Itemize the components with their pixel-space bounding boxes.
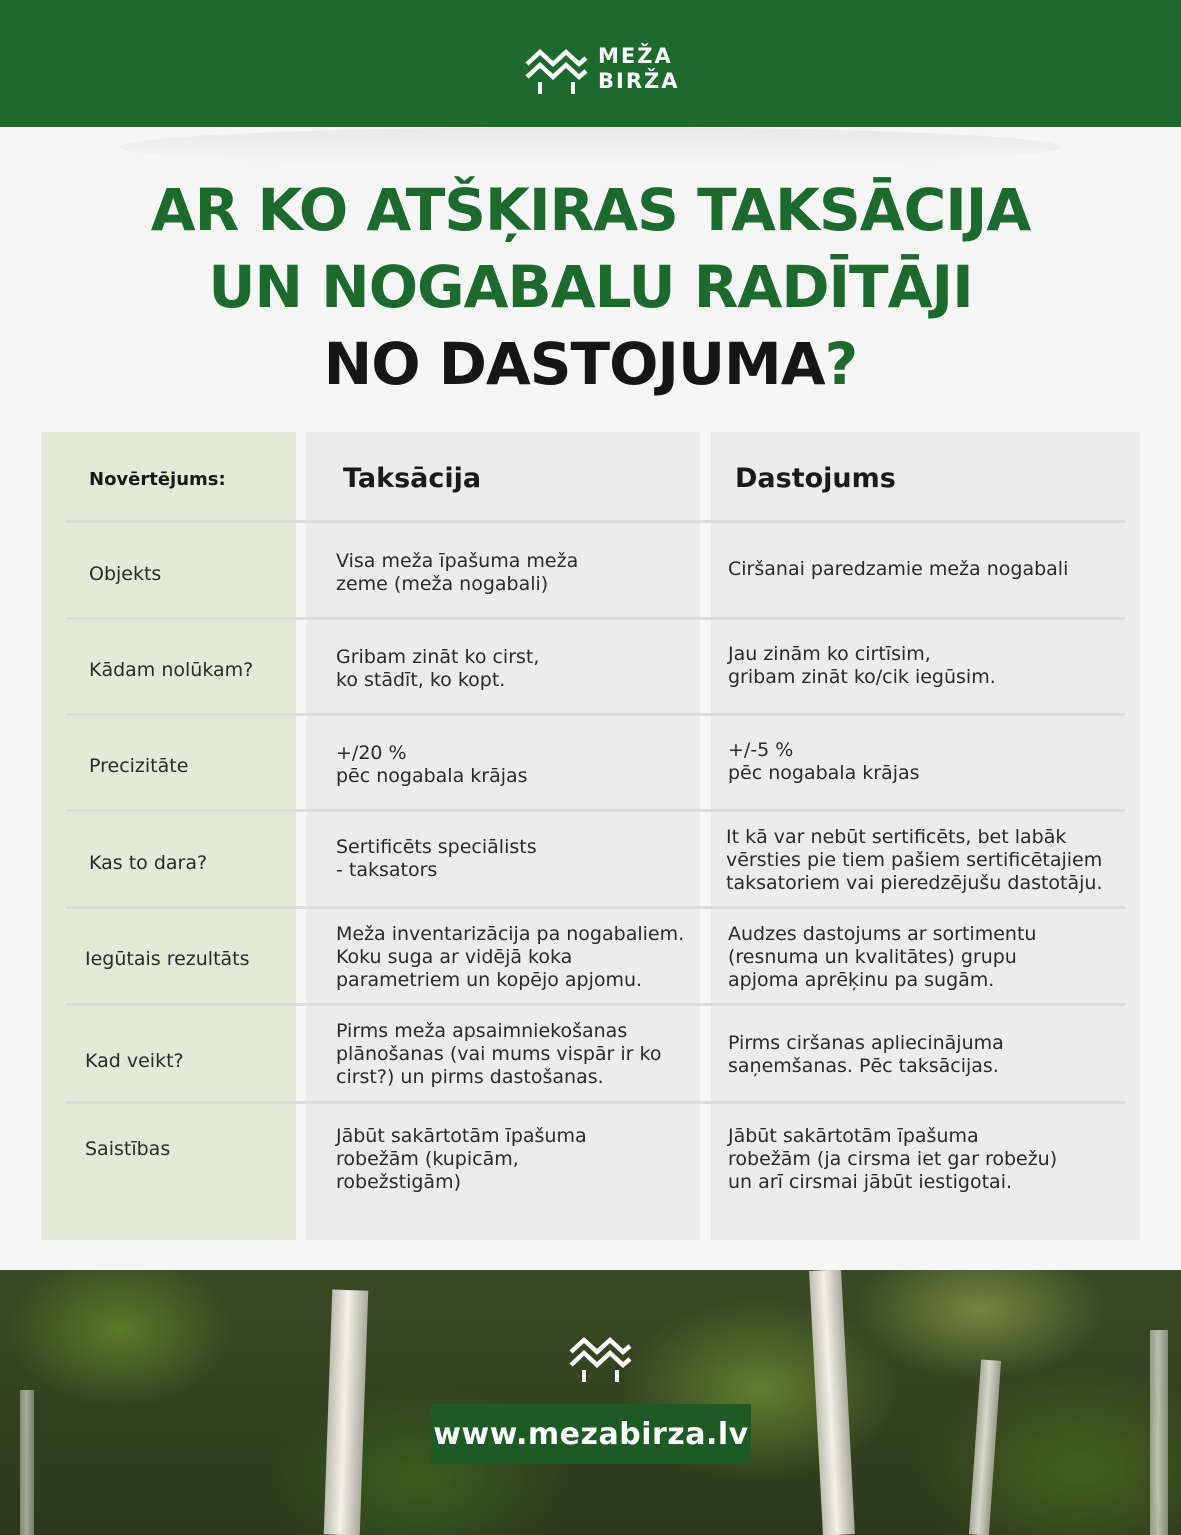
brand-line-1: MEŽA — [598, 44, 673, 68]
cell-dastojums-objekts: Ciršanai paredzamie meža nogabali — [728, 558, 1069, 580]
cell-dastojums-precizitate: +/-5 % pēc nogabala krājas — [728, 739, 920, 784]
brand-line-2: BIRŽA — [598, 69, 680, 93]
birch-trunk — [969, 1360, 1001, 1535]
page-title — [0, 172, 1181, 403]
row-label-rezultats: Iegūtais rezultāts — [85, 948, 250, 970]
cell-taksacija-kad-veikt: Pirms meža apsaimniekošanas plānošanas (vai mums vispār ir ko cirst?) un pirms dastošanas. — [336, 1020, 662, 1088]
row-label-nolukam: Kādam nolūkam? — [89, 659, 254, 681]
mountain-forest-logo-icon — [568, 1332, 634, 1382]
row-divider — [66, 1101, 1125, 1104]
cell-taksacija-nolukam: Gribam zināt ko cirst, ko stādīt, ko kopt. — [336, 646, 540, 691]
table-label-header: Novērtējums: — [89, 469, 226, 490]
birch-trunk — [324, 1289, 369, 1535]
website-link[interactable] — [431, 1404, 751, 1464]
birch-trunk — [1150, 1330, 1168, 1535]
row-divider — [66, 617, 1125, 620]
row-divider — [66, 713, 1125, 716]
title-line-1: AR KO ATŠĶIRAS TAKSĀCIJA — [150, 176, 1031, 244]
row-divider — [66, 1003, 1125, 1006]
row-divider — [66, 520, 1125, 523]
row-label-kas-dara: Kas to dara? — [89, 852, 208, 874]
label-column — [41, 432, 296, 1240]
cell-taksacija-saistibas: Jābūt sakārtotām īpašuma robežām (kupicām, robežstigām) — [336, 1125, 587, 1193]
row-divider — [66, 809, 1125, 812]
cell-taksacija-precizitate: +/20 % pēc nogabala krājas — [336, 742, 528, 787]
cell-dastojums-kas-dara: It kā var nebūt sertificēts, bet labāk vērsties pie tiem pašiem sertificētajiem taksatoriem vai pieredzējušu dastotāju. — [726, 826, 1103, 894]
title-question-mark: ? — [824, 330, 858, 398]
brand-name — [598, 44, 679, 94]
birch-trunk — [809, 1270, 855, 1535]
cell-taksacija-kas-dara: Sertificēts speciālists - taksators — [336, 836, 537, 881]
column-header-taksacija: Taksācija — [343, 463, 482, 494]
cell-dastojums-nolukam: Jau zinām ko cirtīsim, gribam zināt ko/cik iegūsim. — [728, 643, 996, 688]
row-label-objekts: Objekts — [89, 563, 162, 585]
cell-taksacija-rezultats: Meža inventarizācija pa nogabaliem. Koku suga ar vidējā koka parametriem un kopējo apjomu. — [336, 923, 685, 991]
row-label-kad-veikt: Kad veikt? — [85, 1050, 184, 1072]
title-line-3 — [0, 326, 1181, 403]
cell-taksacija-objekts: Visa meža īpašuma meža zeme (meža nogabali) — [336, 550, 579, 595]
row-label-precizitate: Precizitāte — [89, 755, 189, 777]
row-label-saistibas: Saistības — [85, 1138, 171, 1160]
cell-dastojums-kad-veikt: Pirms ciršanas apliecinājuma saņemšanas. Pēc taksācijas. — [728, 1032, 1004, 1077]
forest-footer — [0, 1270, 1181, 1535]
brand-logo[interactable] — [524, 44, 679, 94]
mountain-forest-logo-icon — [524, 44, 590, 94]
cell-dastojums-rezultats: Audzes dastojums ar sortimentu (resnuma un kvalitātes) grupu apjoma aprēķinu pa sugām. — [728, 923, 1037, 991]
title-line-3-text: NO DASTOJUMA — [323, 330, 825, 398]
column-header-dastojums: Dastojums — [735, 463, 896, 494]
title-line-2: UN NOGABALU RADĪTĀJI — [208, 253, 973, 321]
website-url: www.mezabirza.lv — [433, 1416, 749, 1452]
row-divider — [66, 906, 1125, 909]
top-banner — [0, 0, 1181, 127]
cell-dastojums-saistibas: Jābūt sakārtotām īpašuma robežām (ja cirsma iet gar robežu) un arī cirsmai jābūt iestigotai. — [728, 1125, 1058, 1193]
title-shadow — [120, 127, 1060, 167]
birch-trunk — [20, 1390, 34, 1535]
